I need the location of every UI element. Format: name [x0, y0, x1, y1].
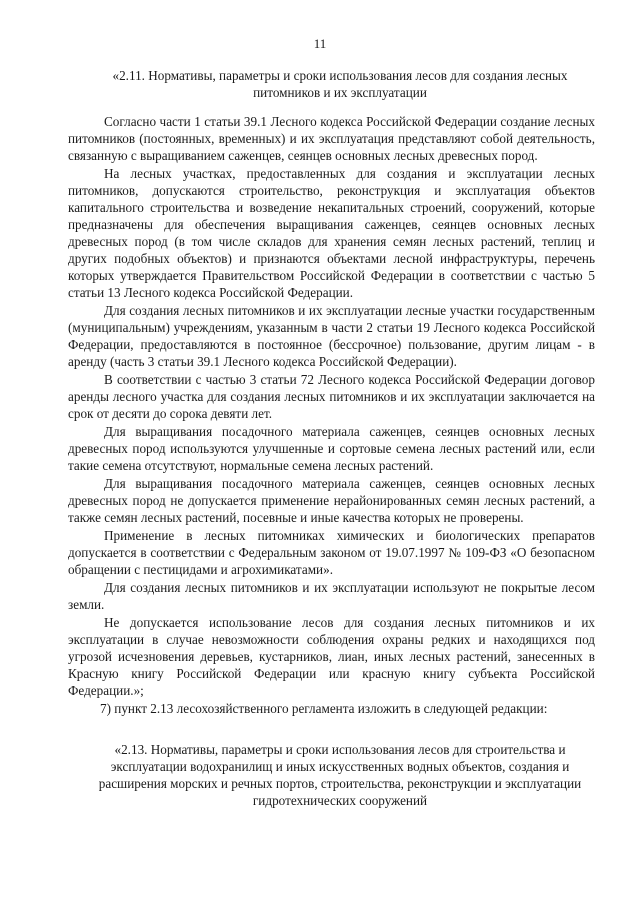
- section-heading-2-13: «2.13. Нормативы, параметры и сроки использования лесов для строительства и эксплуатации водохранилищ и иных искусственных водных объектов, создания и расширения морских и речных портов, строительства, реконструкции и эксплуатации гидротехнических сооружений: [98, 742, 582, 808]
- amendment-instruction: 7) пункт 2.13 лесохозяйственного регламента изложить в следующей редакции:: [100, 701, 548, 716]
- paragraph: В соответствии с частью 3 статьи 72 Лесного кодекса Российской Федерации договор аренды лесного участка для создания лесных питомников и их эксплуатации заключается на срок от десяти до сорока девяти лет.: [68, 372, 595, 421]
- paragraph: Применение в лесных питомниках химических и биологических препаратов допускается в соответствии с Федеральным законом от 19.07.1997 № 109-ФЗ «О безопасном обращении с пестицидами и агрохимикатами».: [68, 528, 595, 577]
- page-number: 11: [313, 36, 327, 51]
- section-heading-2-11: «2.11. Нормативы, параметры и сроки использования лесов для создания лесных питомников и их эксплуатации: [112, 68, 568, 100]
- paragraph: Согласно части 1 статьи 39.1 Лесного кодекса Российской Федерации создание лесных питомников (постоянных, временных) и их эксплуатация представляют собой деятельность, связанную с выращиванием саженцев, сеянцев основных лесных древесных пород.: [68, 114, 595, 163]
- paragraph: Не допускается использование лесов для создания лесных питомников и их эксплуатации в случае невозможности соблюдения охраны редких и находящихся под угрозой исчезновения деревьев, кустарников, лиан, иных лесных растений, занесенных в Красную книгу Российской Федерации или красную книгу субъекта Российской Федерации.»;: [68, 615, 595, 698]
- paragraph: На лесных участках, предоставленных для создания и эксплуатации лесных питомников, допускаются строительство, реконструкция и эксплуатация объектов капитального строительства и возведение некапитальных строений, сооружений, которые предназначены для обеспечения выращивания саженцев, сеянцев основных лесных древесных пород (в том числе складов для хранения семян лесных растений, теплиц и других подобных объектов) и признаются объектами лесной инфраструктуры, перечень которых утверждается Правительством Российской Федерации в соответствии с частью 5 статьи 13 Лесного кодекса Российской Федерации.: [68, 166, 595, 300]
- paragraph: Для выращивания посадочного материала саженцев, сеянцев основных лесных древесных пород не допускается применение нерайонированных семян лесных растений, а также семян лесных растений, посевные и иные качества которых не проверены.: [68, 476, 595, 525]
- section-body-2-11: [68, 113, 595, 718]
- paragraph: Для выращивания посадочного материала саженцев, сеянцев основных лесных древесных пород используются улучшенные и сортовые семена лесных растений или, если такие семена отсутствуют, нормальные семена лесных растений.: [68, 424, 595, 473]
- paragraph: Для создания лесных питомников и их эксплуатации используют не покрытые лесом земли.: [68, 580, 595, 612]
- paragraph: Для создания лесных питомников и их эксплуатации лесные участки государственным (муниципальным) учреждениям, указанным в части 2 статьи 19 Лесного кодекса Российской Федерации, предоставляются в постоянное (бессрочное) пользование, другим лицам - в аренду (часть 3 статьи 39.1 Лесного кодекса Российской Федерации).: [68, 303, 595, 369]
